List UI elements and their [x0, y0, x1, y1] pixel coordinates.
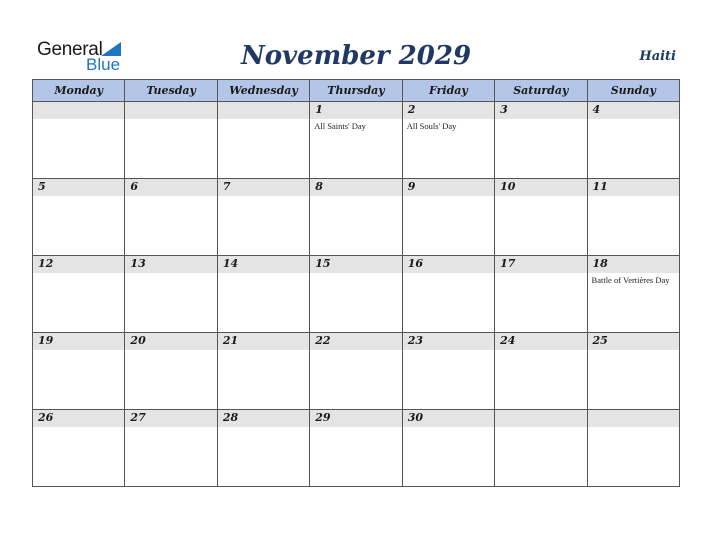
day-number-bar	[495, 179, 586, 196]
day-cell	[495, 333, 587, 410]
day-cell	[217, 179, 309, 256]
day-number-bar	[588, 102, 679, 119]
day-number-bar	[33, 410, 124, 427]
day-number-bar	[33, 256, 124, 273]
day-number-bar	[33, 179, 124, 196]
day-number: 25	[592, 334, 608, 347]
weekday-header: Wednesday	[217, 80, 309, 102]
day-number-bar	[495, 256, 586, 273]
day-cell	[402, 102, 494, 179]
day-number: 17	[500, 257, 516, 270]
day-number-bar	[588, 333, 679, 350]
day-cell	[587, 333, 679, 410]
day-number: 11	[592, 180, 608, 193]
day-number-bar	[125, 179, 216, 196]
day-number-bar	[588, 179, 679, 196]
day-cell	[125, 333, 217, 410]
day-number: 8	[315, 180, 323, 193]
day-cell	[587, 102, 679, 179]
day-cell	[310, 333, 402, 410]
weekday-header: Friday	[402, 80, 494, 102]
day-number-bar	[403, 410, 494, 427]
day-number-bar	[218, 410, 309, 427]
weekday-header: Monday	[33, 80, 125, 102]
weekday-header-row	[33, 80, 680, 102]
day-number-bar	[218, 102, 309, 119]
day-number: 30	[407, 411, 423, 424]
holiday-label: All Souls' Day	[406, 121, 457, 131]
day-number-bar	[33, 333, 124, 350]
day-cell	[402, 333, 494, 410]
day-cell	[33, 102, 125, 179]
day-number-bar	[588, 256, 679, 273]
day-cell	[125, 102, 217, 179]
week-row	[33, 256, 680, 333]
day-cell	[217, 102, 309, 179]
day-number: 19	[38, 334, 54, 347]
day-number-bar	[495, 410, 586, 427]
day-number: 3	[500, 103, 508, 116]
week-row	[33, 333, 680, 410]
day-number-bar	[495, 102, 586, 119]
day-cell	[402, 410, 494, 487]
day-cell	[495, 256, 587, 333]
weekday-header: Thursday	[310, 80, 402, 102]
day-cell	[310, 256, 402, 333]
week-row	[33, 102, 680, 179]
day-number-bar	[125, 410, 216, 427]
day-cell	[125, 410, 217, 487]
day-number-bar	[310, 179, 401, 196]
day-number-bar	[218, 256, 309, 273]
day-cell	[495, 179, 587, 256]
day-cell	[587, 179, 679, 256]
day-number-bar	[125, 102, 216, 119]
day-cell	[125, 179, 217, 256]
day-number-bar	[218, 179, 309, 196]
day-number-bar	[403, 256, 494, 273]
day-number: 28	[222, 411, 239, 424]
day-number: 18	[592, 257, 608, 270]
holiday-label: Battle of Vertières Day	[591, 275, 670, 285]
weekday-header: Tuesday	[125, 80, 217, 102]
day-number: 29	[315, 411, 331, 424]
day-number: 14	[222, 257, 239, 270]
day-number: 21	[222, 334, 239, 347]
day-number-bar	[403, 333, 494, 350]
day-number: 15	[315, 257, 331, 270]
logo-text-general: General	[37, 39, 103, 60]
week-row	[33, 410, 680, 487]
day-number: 2	[407, 103, 416, 116]
day-number-bar	[588, 410, 679, 427]
day-cell	[402, 256, 494, 333]
day-number-bar	[310, 333, 401, 350]
day-cell	[587, 410, 679, 487]
day-number: 20	[130, 334, 146, 347]
logo-text-blue: Blue	[86, 55, 121, 74]
day-cell	[33, 256, 125, 333]
day-number: 16	[407, 257, 423, 270]
day-number: 7	[222, 180, 231, 193]
day-number-bar	[125, 333, 216, 350]
country-label: Haiti	[639, 49, 676, 64]
weekday-header: Sunday	[587, 80, 679, 102]
day-cell	[125, 256, 217, 333]
day-cell	[310, 102, 402, 179]
day-number-bar	[403, 102, 494, 119]
holiday-label: All Saints' Day	[314, 121, 366, 131]
day-number: 10	[500, 180, 516, 193]
day-number: 9	[407, 180, 416, 193]
day-number: 13	[130, 257, 146, 270]
day-number-bar	[310, 410, 401, 427]
day-cell	[33, 333, 125, 410]
day-number: 27	[130, 411, 146, 424]
day-cell	[217, 333, 309, 410]
day-number: 5	[38, 180, 46, 193]
day-number-bar	[310, 102, 401, 119]
day-cell	[33, 179, 125, 256]
day-number-bar	[33, 102, 124, 119]
page-title: November 2029	[240, 41, 472, 71]
day-number-bar	[310, 256, 401, 273]
day-number-bar	[125, 256, 216, 273]
day-cell	[217, 256, 309, 333]
calendar-grid	[32, 79, 680, 487]
day-number-bar	[495, 333, 586, 350]
day-number-bar	[218, 333, 309, 350]
day-number: 23	[407, 334, 423, 347]
day-number: 24	[500, 334, 516, 347]
day-number: 12	[38, 257, 54, 270]
day-number: 26	[38, 411, 54, 424]
day-number: 4	[592, 103, 601, 116]
day-cell	[217, 410, 309, 487]
day-number: 6	[130, 180, 139, 193]
day-cell	[33, 410, 125, 487]
day-cell	[402, 179, 494, 256]
day-cell	[310, 410, 402, 487]
day-cell	[495, 410, 587, 487]
day-number: 1	[315, 103, 323, 116]
day-number-bar	[403, 179, 494, 196]
day-cell	[587, 256, 679, 333]
day-cell	[495, 102, 587, 179]
week-row	[33, 179, 680, 256]
day-number: 22	[315, 334, 331, 347]
weekday-header: Saturday	[495, 80, 587, 102]
day-cell	[310, 179, 402, 256]
